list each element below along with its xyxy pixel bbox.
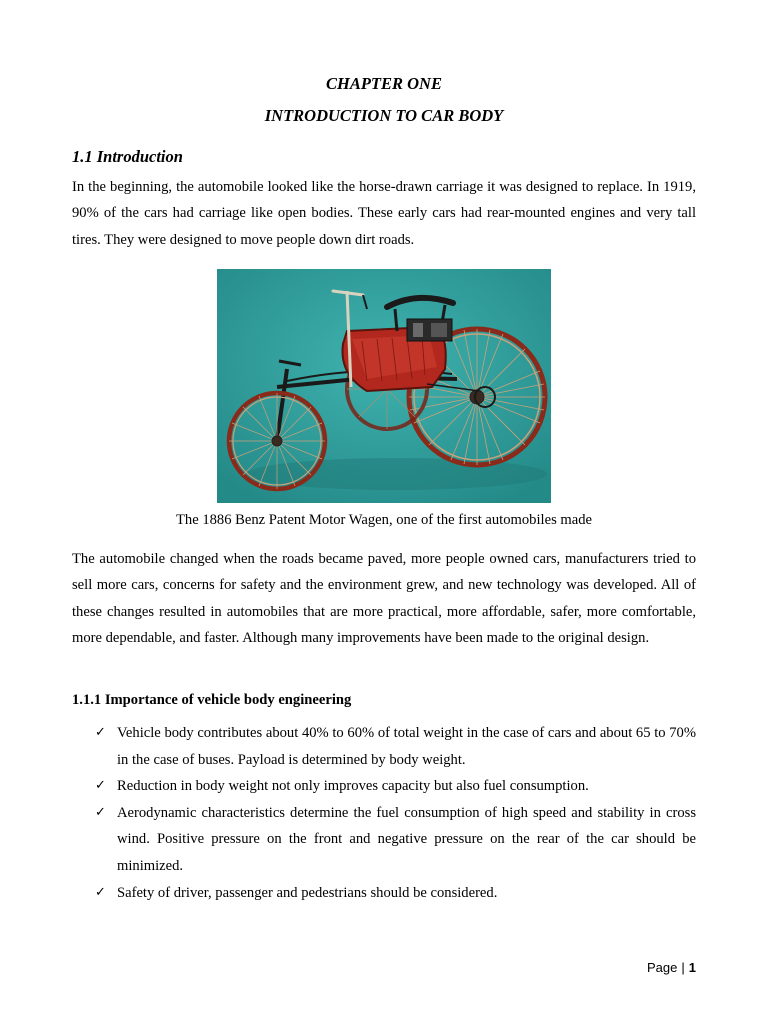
chapter-label: CHAPTER ONE xyxy=(326,74,442,93)
list-item xyxy=(72,720,696,773)
checkmark-icon: ✓ xyxy=(95,725,106,740)
chapter-title: INTRODUCTION TO CAR BODY xyxy=(264,106,504,125)
page-separator: | xyxy=(681,960,685,975)
checkmark-icon: ✓ xyxy=(95,804,106,820)
list-item-text: Reduction in body weight not only improves capacity but also fuel consumption. xyxy=(117,778,589,795)
page-number: 1 xyxy=(688,960,696,975)
bullet-list xyxy=(72,720,696,906)
list-item-text: Safety of driver, passenger and pedestrians should be considered. xyxy=(117,884,498,901)
page-footer xyxy=(647,960,696,975)
figure-caption: The 1886 Benz Patent Motor Wagen, one of the first automobiles made xyxy=(176,512,592,528)
checkmark-icon: ✓ xyxy=(95,778,106,794)
motor-wagen-illustration xyxy=(217,269,551,503)
second-paragraph: The automobile changed when the roads became paved, more people owned cars, manufacturers tried to sell more cars, concerns for safety and the environment grew, and new technology was developed. All of these changes resulted in automobiles that are more practical, more affordable, safer, more comfortable, more dependable, and faster. Although many improvements have been made to the original design. xyxy=(72,551,696,647)
list-item-text: Aerodynamic characteristics determine the fuel consumption of high speed and stability in cross wind. Positive pressure on the front and negative pressure on the rear of the car should be minimized. xyxy=(117,804,696,874)
list-item xyxy=(72,880,696,907)
page-label: Page xyxy=(647,960,678,975)
list-item xyxy=(72,773,696,800)
subsection-heading: 1.1.1 Importance of vehicle body engineering xyxy=(72,692,352,708)
checkmark-icon: ✓ xyxy=(95,884,106,900)
section-heading: 1.1 Introduction xyxy=(72,147,183,166)
benz-motor-wagen-image xyxy=(217,269,551,503)
list-item xyxy=(72,800,696,880)
list-item-text: Vehicle body contributes about 40% to 60% of total weight in the case of cars and about 65 to 70% in the case of buses. Payload is determined by body weight. xyxy=(117,725,696,768)
intro-paragraph: In the beginning, the automobile looked like the horse-drawn carriage it was designed to replace. In 1919, 90% of the cars had carriage like open bodies. These early cars had rear-mounted engines and very tall tires. They were designed to move people down dirt roads. xyxy=(72,179,696,248)
